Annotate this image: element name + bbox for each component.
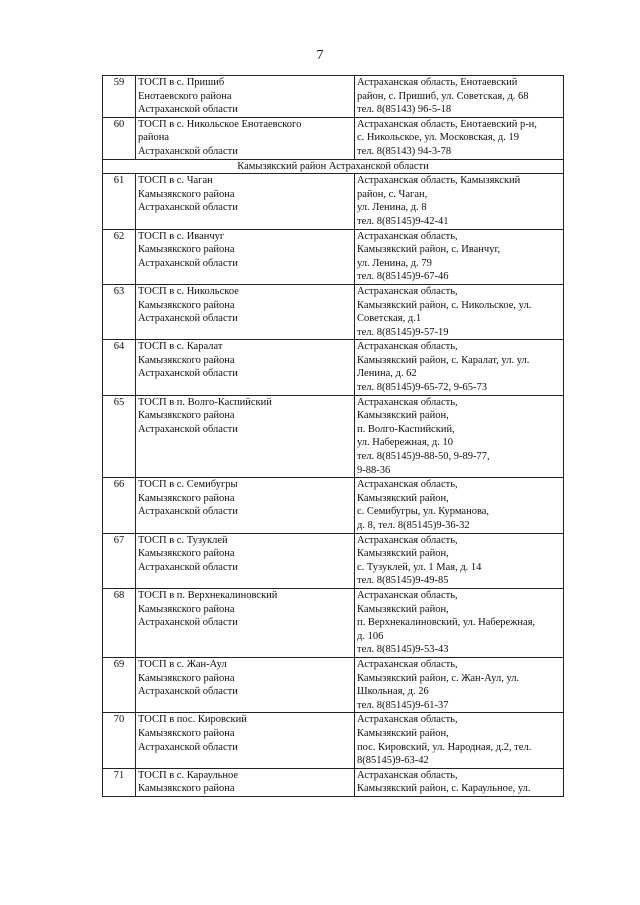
address-line: ул. Ленина, д. 79 [357, 257, 432, 269]
office-name-line: ТОСП в с. Никольское Енотаевского [138, 118, 302, 130]
address-line: тел. 8(85145)9-61-37 [357, 699, 449, 711]
row-number: 62 [103, 229, 136, 284]
address-line: Советская, д.1 [357, 313, 422, 325]
page-number: 7 [316, 48, 324, 63]
office-name-line: Камызякского района [138, 244, 235, 256]
address-line: пос. Кировский, ул. Народная, д.2, тел. [357, 741, 532, 753]
address-cell [355, 768, 564, 796]
office-name-cell [136, 174, 355, 229]
address-line: Камызякский район, [357, 410, 449, 422]
table-row [103, 395, 564, 478]
address-cell [355, 395, 564, 478]
row-number: 61 [103, 174, 136, 229]
table-row [103, 588, 564, 657]
address-line: Астраханская область, [357, 341, 458, 353]
address-cell [355, 76, 564, 118]
address-cell [355, 340, 564, 395]
office-name-cell [136, 76, 355, 118]
office-name-line: Камызякского района [138, 299, 235, 311]
address-line: Камызякский район, с. Иванчуг, [357, 244, 501, 256]
address-line: Камызякский район, с. Жан-Аул, ул. [357, 672, 520, 684]
address-cell [355, 478, 564, 533]
address-line: Астраханская область, [357, 534, 458, 546]
office-name-line: Енотаевского района [138, 90, 232, 102]
address-line: 8(85145)9-63-42 [357, 755, 429, 767]
table-row [103, 174, 564, 229]
address-line: Астраханская область, Енотаевский [357, 77, 518, 88]
office-name-line: Астраханской области [138, 368, 238, 380]
office-name-cell [136, 284, 355, 339]
office-name-line: ТОСП в с. Иванчуг [138, 230, 225, 242]
row-number: 69 [103, 657, 136, 712]
office-name-line: Астраханской области [138, 257, 238, 269]
address-line: д. 8, тел. 8(85145)9-36-32 [357, 520, 470, 531]
address-line: тел. 8(85145)9-88-50, 9-89-77, [357, 451, 490, 463]
registry-table-body [103, 76, 564, 797]
table-row [103, 657, 564, 712]
table-row [103, 713, 564, 768]
address-line: Камызякский район, [357, 548, 449, 560]
office-name-line: ТОСП в с. Никольское [138, 285, 239, 297]
office-name-line: ТОСП в с. Семибугры [138, 479, 238, 491]
address-line: тел. 8(85143) 96-5-18 [357, 104, 452, 116]
row-number: 60 [103, 117, 136, 159]
office-name-line: ТОСП в с. Жан-Аул [138, 658, 227, 670]
office-name-cell [136, 768, 355, 796]
office-name-line: Астраханской области [138, 617, 238, 629]
office-name-line: Астраханской области [138, 145, 238, 157]
table-row [103, 229, 564, 284]
address-cell [355, 229, 564, 284]
address-line: Школьная, д. 26 [357, 686, 429, 698]
office-name-cell [136, 588, 355, 657]
address-line: Камызякский район, [357, 492, 449, 504]
office-name-line: Камызякского района [138, 727, 235, 739]
office-name-line: Астраханской области [138, 423, 238, 435]
section-row [103, 159, 564, 174]
row-number: 66 [103, 478, 136, 533]
address-line: д. 106 [357, 630, 384, 642]
office-name-line: ТОСП в п. Верхнекалиновский [138, 589, 278, 601]
office-name-line: Камызякского района [138, 603, 235, 615]
address-line: Астраханская область, [357, 396, 458, 408]
office-name-line: Астраханской области [138, 686, 238, 698]
office-name-line: Камызякского района [138, 492, 235, 504]
address-line: Камызякский район, [357, 727, 449, 739]
address-line: Астраханская область, [357, 714, 458, 726]
address-line: Астраханская область, [357, 769, 458, 781]
address-line: район, с. Пришиб, ул. Советская, д. 68 [357, 90, 529, 102]
office-name-cell [136, 395, 355, 478]
row-number: 64 [103, 340, 136, 395]
address-line: ул. Набережная, д. 10 [357, 437, 454, 449]
office-name-line: Камызякского района [138, 354, 235, 366]
address-cell [355, 713, 564, 768]
address-line: с. Никольское, ул. Московская, д. 19 [357, 132, 520, 144]
office-name-line: Камызякского района [138, 783, 235, 795]
address-line: Ленина, д. 62 [357, 368, 417, 380]
table-row [103, 340, 564, 395]
address-line: Камызякский район, с. Никольское, ул. [357, 299, 532, 311]
row-number: 68 [103, 588, 136, 657]
office-name-line: ТОСП в с. Тузуклей [138, 534, 228, 546]
address-cell [355, 117, 564, 159]
office-name-cell [136, 117, 355, 159]
table-row [103, 533, 564, 588]
address-line: п. Верхнекалиновский, ул. Набережная, [357, 617, 536, 629]
address-cell [355, 533, 564, 588]
address-cell [355, 588, 564, 657]
row-number: 70 [103, 713, 136, 768]
row-number: 59 [103, 76, 136, 118]
address-line: Астраханская область, [357, 658, 458, 670]
address-line: тел. 8(85143) 94-3-78 [357, 145, 452, 157]
address-line: Астраханская область, [357, 230, 458, 242]
office-name-line: Камызякского района [138, 672, 235, 684]
office-name-line: ТОСП в п. Волго-Каспийский [138, 396, 272, 408]
office-name-cell [136, 478, 355, 533]
section-heading: Камызякский район Астраханской области [103, 159, 564, 174]
address-line: Астраханская область, [357, 589, 458, 601]
registry-table [102, 75, 564, 797]
address-line: тел. 8(85145)9-57-19 [357, 326, 449, 338]
office-name-line: Астраханской области [138, 741, 238, 753]
address-line: тел. 8(85145)9-49-85 [357, 575, 449, 587]
office-name-line: Камызякского района [138, 188, 235, 200]
row-number: 67 [103, 533, 136, 588]
office-name-cell [136, 340, 355, 395]
address-line: с. Тузуклей, ул. 1 Мая, д. 14 [357, 561, 482, 573]
address-line: Камызякский район, с. Караульное, ул. [357, 783, 531, 795]
office-name-line: ТОСП в с. Каралат [138, 341, 223, 353]
office-name-cell [136, 229, 355, 284]
office-name-line: Астраханской области [138, 313, 238, 325]
office-name-line: Камызякского района [138, 410, 235, 422]
address-line: тел. 8(85145)9-42-41 [357, 215, 449, 227]
office-name-line: Астраханской области [138, 104, 238, 116]
office-name-line: ТОСП в с. Пришиб [138, 77, 225, 88]
office-name-cell [136, 713, 355, 768]
row-number: 71 [103, 768, 136, 796]
address-line: Астраханская область, [357, 479, 458, 491]
address-line: Камызякский район, с. Каралат, ул. ул. [357, 354, 530, 366]
table-row [103, 768, 564, 796]
address-line: п. Волго-Каспийский, [357, 423, 455, 435]
address-cell [355, 657, 564, 712]
office-name-line: Камызякского района [138, 548, 235, 560]
address-cell [355, 284, 564, 339]
office-name-line: Астраханской области [138, 506, 238, 518]
address-line: ул. Ленина, д. 8 [357, 202, 427, 214]
table-row [103, 117, 564, 159]
office-name-line: Астраханской области [138, 202, 238, 214]
address-line: тел. 8(85145)9-67-46 [357, 271, 449, 283]
address-line: 9-88-36 [357, 464, 391, 476]
office-name-line: ТОСП в с. Караульное [138, 769, 239, 781]
office-name-line: ТОСП в с. Чаган [138, 175, 213, 187]
address-cell [355, 174, 564, 229]
address-line: Астраханская область, Камызякский [357, 175, 521, 187]
address-line: тел. 8(85145)9-53-43 [357, 644, 449, 656]
office-name-line: ТОСП в пос. Кировский [138, 714, 247, 726]
address-line: тел. 8(85145)9-65-72, 9-65-73 [357, 382, 487, 394]
address-line: Камызякский район, [357, 603, 449, 615]
address-line: Астраханская область, [357, 285, 458, 297]
table-row [103, 284, 564, 339]
address-line: с. Семибугры, ул. Курманова, [357, 506, 490, 518]
office-name-cell [136, 657, 355, 712]
office-name-cell [136, 533, 355, 588]
office-name-line: района [138, 132, 170, 144]
table-row [103, 76, 564, 118]
row-number: 63 [103, 284, 136, 339]
address-line: Астраханская область, Енотаевский р-н, [357, 118, 537, 130]
address-line: район, с. Чаган, [357, 188, 428, 200]
table-row [103, 478, 564, 533]
row-number: 65 [103, 395, 136, 478]
office-name-line: Астраханской области [138, 561, 238, 573]
